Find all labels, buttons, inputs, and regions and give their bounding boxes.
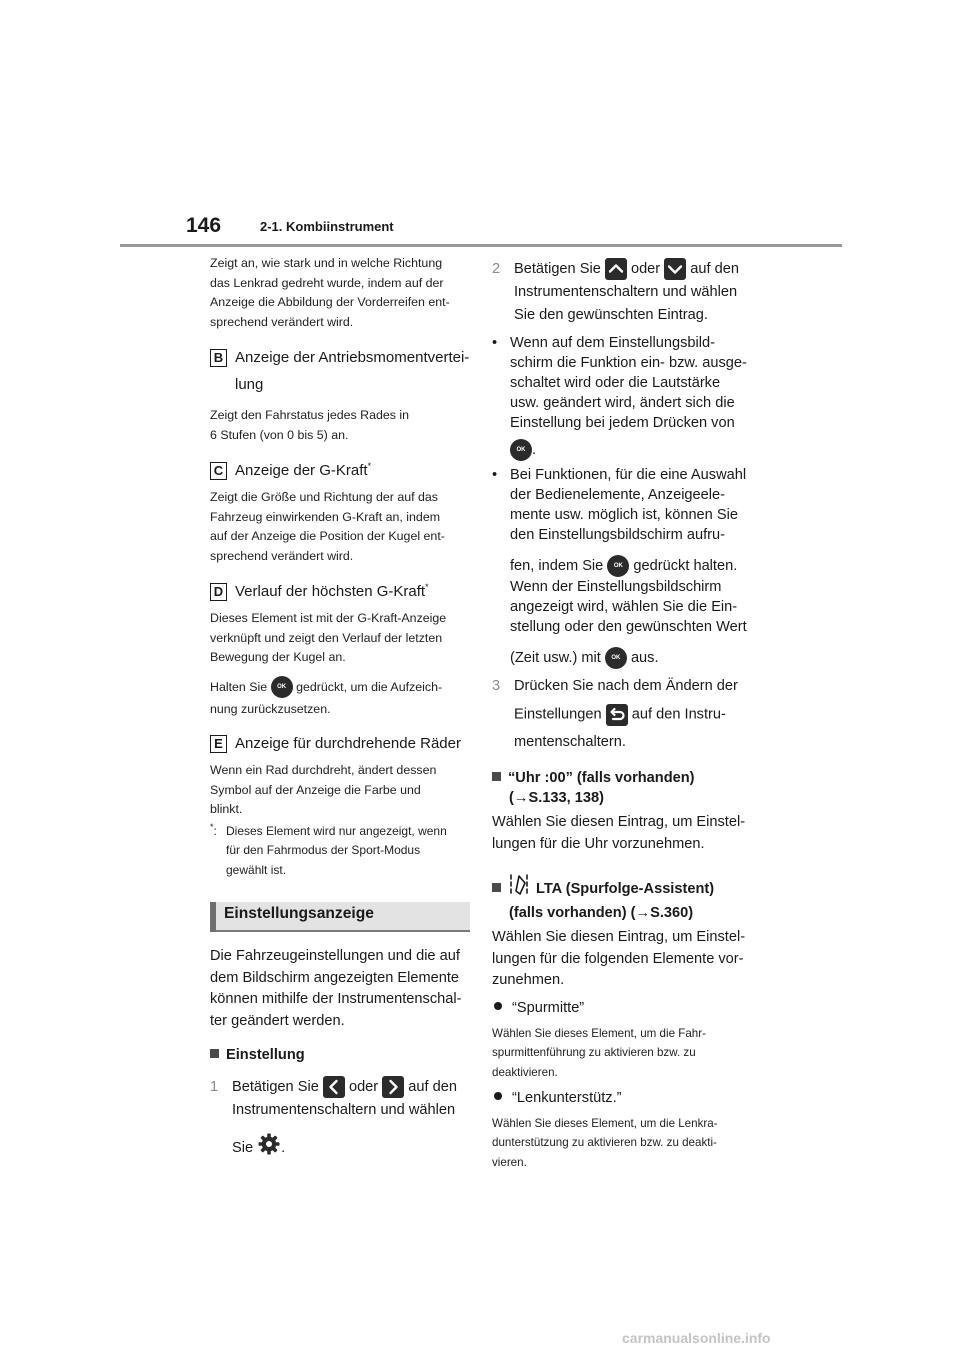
section-title: Einstellungsanzeige xyxy=(224,905,374,923)
label-d-badge: D xyxy=(210,583,227,601)
round-bullet-icon xyxy=(494,1002,502,1010)
section-header: 2-1. Kombiinstrument xyxy=(260,219,394,234)
ok-button-icon: OK xyxy=(607,555,629,577)
item-d-text: Dieses Element ist mit der G-Kraft-Anzeige verknüpft und zeigt den Verlauf der letzten Bewegung der Kugel an. xyxy=(210,611,447,664)
spurmitte-text: Wählen Sie dieses Element, um die Fahr- spurmittenführung zu aktivieren bzw. zu deaktivieren. xyxy=(492,1026,706,1079)
intro-text: Zeigt an, wie stark und in welche Richtung das Lenkrad gedreht wurde, indem auf der Anzeige die Abbildung der Vorderreifen ent- sprechend verändert wird. xyxy=(210,256,450,329)
lane-assist-icon xyxy=(508,873,530,903)
uhr-heading: “Uhr :00” (falls vorhanden) (→S.133, 138) xyxy=(492,768,754,808)
chevron-up-icon xyxy=(605,258,627,280)
item-e-heading: E Anzeige für durchdrehende Räder xyxy=(210,732,470,755)
square-bullet-icon xyxy=(492,772,501,781)
ok-button-icon: OK xyxy=(271,676,293,698)
lenkunterstuetzung-text: Wählen Sie dieses Element, um die Lenkra- dunterstützung zu aktivieren bzw. zu deakti- vieren. xyxy=(492,1116,718,1169)
right-column xyxy=(492,258,754,1172)
item-c-heading: C Anzeige der G-Kraft* xyxy=(210,459,470,482)
page-number: 146 xyxy=(186,214,222,237)
label-c-badge: C xyxy=(210,462,227,480)
item-e-text: Wenn ein Rad durchdreht, ändert dessen Symbol auf der Anzeige die Farbe und blinkt. xyxy=(210,763,437,817)
ok-button-icon: OK xyxy=(605,647,627,669)
uhr-text: Wählen Sie diesen Eintrag, um Einstel- lungen für die Uhr vorzunehmen. xyxy=(492,814,746,852)
section-accent xyxy=(210,902,216,932)
square-bullet-icon xyxy=(210,1049,219,1058)
label-e-badge: E xyxy=(210,735,227,753)
einstellung-heading: Einstellung xyxy=(210,1045,470,1067)
chevron-left-icon xyxy=(323,1076,345,1098)
item-d-heading: D Verlauf der höchsten G-Kraft* xyxy=(210,580,470,603)
left-column xyxy=(210,254,470,1164)
step-2: 2 Betätigen Sie oder auf den Instrumentenschaltern und wählen Sie den gewünschten Eintrag. xyxy=(492,258,754,327)
settings-intro: Die Fahrzeugeinstellungen und die auf dem Bildschirm angezeigten Elemente können mithilfe der Instrumentenschal- ter geändert werden. xyxy=(210,948,462,1029)
spurmitte-heading: “Spurmitte” xyxy=(492,998,754,1020)
chevron-down-icon xyxy=(664,258,686,280)
ok-button-icon: OK xyxy=(510,439,532,461)
reset-instruction: Halten Sie OK gedrückt, um die Aufzeich- nung zurückzusetzen. xyxy=(210,676,470,721)
label-b-badge: B xyxy=(210,349,227,367)
item-c-text: Zeigt die Größe und Richtung der auf das Fahrzeug einwirkenden G-Kraft an, indem auf der Anzeige die Position der Kugel ent- sprechend verändert wird. xyxy=(210,490,445,563)
footnote: *: Dieses Element wird nur angezeigt, wenn für den Fahrmodus der Sport-Modus gewählt ist. xyxy=(210,821,447,877)
square-bullet-icon xyxy=(492,883,501,892)
step-3: 3 Drücken Sie nach dem Ändern der Einstellungen auf den Instru- mentenschaltern. xyxy=(492,678,738,750)
chevron-right-icon xyxy=(382,1076,404,1098)
item-b-heading: B Anzeige der Antriebsmomentvertei- lung xyxy=(210,346,470,396)
bullet-2: • Bei Funktionen, für die eine Auswahl der Bedienelemente, Anzeigeele- mente usw. möglich ist, können Sie den Einstellungsbildschirm aufru- fen, indem Sie OK gedrückt halten. Wenn der Einstellungsbildschirm angezeigt wird, wählen Sie die Ein- stellung oder den gewünschten Wert (Zeit usw.) mit OK aus. xyxy=(492,465,754,669)
round-bullet-icon xyxy=(494,1092,502,1100)
bullet-1: • Wenn auf dem Einstellungsbild- schirm die Funktion ein- bzw. ausge- schaltet wird oder die Lautstärke usw. geändert wird, ändert sich die Einstellung bei jedem Drücken von OK . xyxy=(492,333,754,461)
lta-text: Wählen Sie diesen Eintrag, um Einstel- lungen für die folgenden Elemente vor- zunehmen. xyxy=(492,929,746,989)
section-bar xyxy=(210,902,470,932)
lta-heading: LTA (Spurfolge-Assistent) (falls vorhanden) (→S.360) xyxy=(492,873,754,923)
header-rule xyxy=(120,244,842,247)
lenkunterstuetzung-heading: “Lenkunterstütz.” xyxy=(492,1088,754,1110)
gear-icon xyxy=(257,1132,281,1164)
item-b-text: Zeigt den Fahrstatus jedes Rades in 6 Stufen (von 0 bis 5) an. xyxy=(210,408,410,442)
step-1: 1 Betätigen Sie oder auf den Instrumentenschaltern und wählen Sie . xyxy=(210,1076,470,1164)
back-arrow-icon xyxy=(606,704,628,726)
watermark: carmanualsonline.info xyxy=(622,1330,771,1346)
